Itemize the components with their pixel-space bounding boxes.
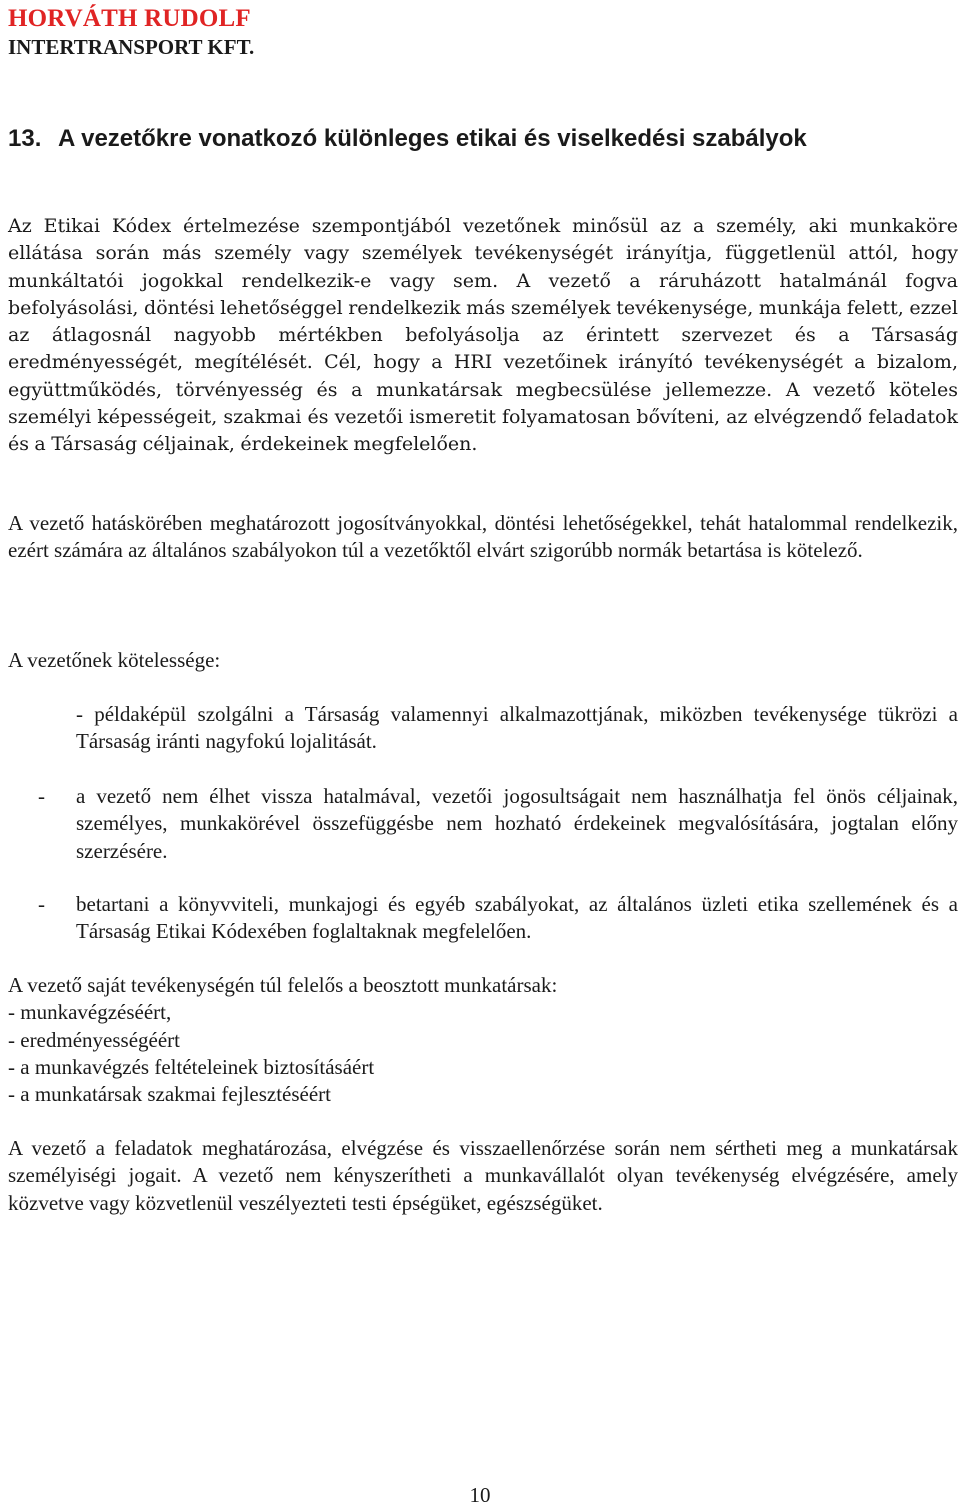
company-subtitle: INTERTRANSPORT KFT. [8, 35, 255, 59]
responsibility-item: - a munkavégzés feltételeinek biztosításáért [8, 1054, 375, 1079]
dash-marker: - [38, 784, 45, 808]
responsibility-item: - munkavégzéséért, [8, 1000, 172, 1025]
authority-paragraph: A vezető hatáskörében meghatározott jogosítványokkal, döntési lehetőségekkel, tehát hatalommal rendelkezik, ezért számára az általános szabályokon túl a vezetőktől elvárt szigorúbb normák betartása is kötelező. [8, 511, 958, 563]
section-heading [8, 122, 958, 155]
dash-marker: - [38, 892, 45, 916]
responsibility-item: - eredményességéért [8, 1027, 180, 1052]
duty-text-body: példaképül szolgálni a Társaság valamennyi alkalmazottjának, miközben tevékenysége tükrözi a Társaság iránti nagyfokú lojalitását. [76, 702, 959, 754]
duty-text [76, 701, 958, 756]
section-title: A vezetőkre vonatkozó különleges etikai és viselkedési szabályok [58, 125, 807, 152]
company-name: HORVÁTH RUDOLF [8, 5, 251, 32]
duty-text: betartani a könyvviteli, munkajogi és egyéb szabályokat, az általános üzleti etika szellemének és a Társaság Etikai Kódexében foglaltaknak megfelelően. [76, 892, 958, 944]
page-number: 10 [469, 1483, 491, 1507]
dash-inline: - [76, 702, 83, 726]
duty-intro: A vezetőnek kötelessége: [8, 648, 221, 672]
responsibility-intro: A vezető saját tevékenységén túl felelős a beosztott munkatársak: [8, 973, 558, 997]
duty-text: a vezető nem élhet vissza hatalmával, vezetői jogosultságait nem használhatja fel önös céljainak, személyes, munkakörével összefüggésbe nem hozható érdekeinek megvalósítására, jogtalan előny szerzésére. [76, 784, 958, 863]
section-number: 13. [8, 125, 42, 152]
definition-paragraph: Az Etikai Kódex értelmezése szempontjából vezetőnek minősül az a személy, aki munkaköre ellátása során más személy vagy személyek tevékenységét irányítja, függetlenül attól, hogy munkáltatói jogokkal rendelkezik-e vagy sem. A vezető a ráruházott hatalmánál fogva befolyásolási, döntési lehetőséggel rendelkezik más személyek tevékenysége, munkája felett, ezzel az átlagosnál nagyobb mértékben befolyásolja az érintett szervezet és a Társaság eredményességét, megítélését. Cél, hogy a HRI vezetőinek irányító tevékenységét a bizalom, együttműködés, törvényesség és a munkatársak megbecsülése jellemezze. A vezető köteles személyi képességeit, szakmai és vezetői ismeretit folyamatosan bővíteni, az elvégzendő feladatok és a Társaság céljainak, érdekeinek megfelelően. [8, 215, 958, 456]
company-header [8, 4, 254, 60]
responsibility-block [8, 972, 958, 1108]
responsibility-item: - a munkatársak szakmai fejlesztéséért [8, 1082, 332, 1107]
rights-paragraph: A vezető a feladatok meghatározása, elvégzése és visszaellenőrzése során nem sértheti meg a munkatársak személyiségi jogait. A vezető nem kényszerítheti a munkavállalót olyan tevékenység elvégzésére, amely közvetve vagy közvetlenül veszélyezteti testi épségüket, egészségüket. [8, 1136, 958, 1215]
